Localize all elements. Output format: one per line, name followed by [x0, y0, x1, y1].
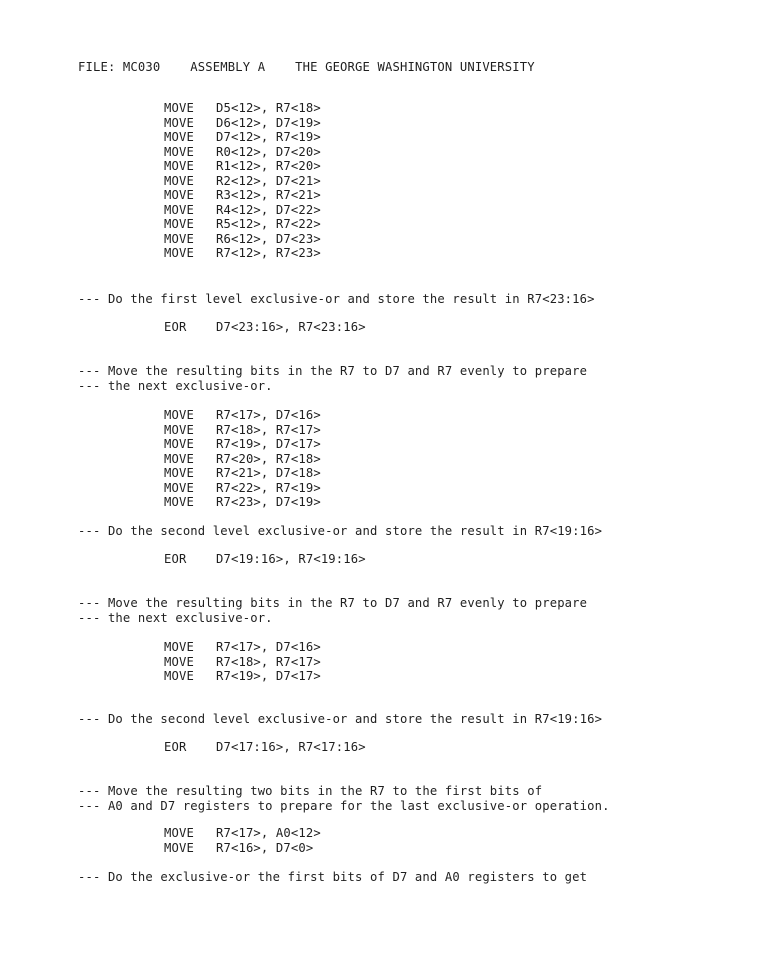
opcode: MOVE	[164, 826, 194, 840]
operands: R0<12>, D7<20>	[216, 144, 321, 159]
file-header: FILE: MC030 ASSEMBLY A THE GEORGE WASHINGTON UNIVERSITY	[78, 60, 535, 74]
opcode: MOVE	[164, 246, 194, 260]
code-line	[164, 159, 321, 173]
code-line	[164, 203, 321, 217]
code-line	[164, 130, 321, 144]
opcode: MOVE	[164, 408, 194, 422]
comment-line: --- Move the resulting two bits in the R7 to the first bits of	[78, 784, 543, 798]
operands: D6<12>, D7<19>	[216, 115, 321, 130]
code-line	[164, 217, 321, 231]
operands: R7<18>, R7<17>	[216, 422, 321, 437]
comment-line: --- Move the resulting bits in the R7 to D7 and R7 evenly to prepare	[78, 596, 588, 610]
operands: R7<21>, D7<18>	[216, 466, 321, 480]
comment-line: --- Do the first level exclusive-or and store the result in R7<23:16>	[78, 292, 595, 306]
opcode: MOVE	[164, 495, 194, 509]
code-line	[164, 552, 366, 566]
operands: R6<12>, D7<23>	[216, 231, 321, 246]
operands: R7<18>, R7<17>	[216, 654, 321, 669]
opcode: MOVE	[164, 202, 194, 217]
opcode: MOVE	[164, 422, 194, 437]
operands: R1<12>, R7<20>	[216, 159, 321, 173]
opcode: MOVE	[164, 173, 194, 188]
code-line	[164, 495, 321, 509]
code-line	[164, 116, 321, 130]
code-line	[164, 669, 321, 683]
code-line	[164, 481, 321, 495]
operands: R7<17>, A0<12>	[216, 826, 321, 840]
opcode: MOVE	[164, 159, 194, 173]
code-line	[164, 320, 366, 334]
comment-line: --- the next exclusive-or.	[78, 610, 273, 625]
code-line	[164, 437, 321, 451]
code-line	[164, 466, 321, 480]
opcode: MOVE	[164, 115, 194, 130]
operands: R7<16>, D7<0>	[216, 840, 314, 855]
opcode: MOVE	[164, 451, 194, 466]
comment-line: --- A0 and D7 registers to prepare for the last exclusive-or operation.	[78, 798, 610, 813]
opcode: MOVE	[164, 840, 194, 855]
opcode: MOVE	[164, 130, 194, 144]
code-line	[164, 408, 321, 422]
operands: R7<19>, D7<17>	[216, 437, 321, 451]
comment-line: --- Do the second level exclusive-or and store the result in R7<19:16>	[78, 524, 603, 538]
opcode: EOR	[164, 552, 187, 566]
opcode: MOVE	[164, 217, 194, 231]
code-line	[164, 826, 321, 840]
code-line	[164, 188, 321, 202]
code-line	[164, 246, 321, 260]
opcode: MOVE	[164, 101, 194, 115]
code-line	[164, 174, 321, 188]
opcode: EOR	[164, 320, 187, 334]
opcode: MOVE	[164, 188, 194, 202]
comment-line: --- Do the exclusive-or the first bits of D7 and A0 registers to get	[78, 870, 588, 884]
opcode: MOVE	[164, 480, 194, 495]
comment-line: --- Move the resulting bits in the R7 to D7 and R7 evenly to prepare	[78, 364, 588, 378]
code-line	[164, 101, 321, 115]
opcode: MOVE	[164, 654, 194, 669]
operands: R3<12>, R7<21>	[216, 188, 321, 202]
operands: D7<23:16>, R7<23:16>	[216, 320, 366, 334]
opcode: MOVE	[164, 231, 194, 246]
operands: R7<22>, R7<19>	[216, 480, 321, 495]
operands: D5<12>, R7<18>	[216, 101, 321, 115]
opcode: EOR	[164, 740, 187, 754]
operands: R7<20>, R7<18>	[216, 451, 321, 466]
code-line	[164, 655, 321, 669]
code-line	[164, 740, 366, 754]
operands: R7<17>, D7<16>	[216, 408, 321, 422]
operands: R7<17>, D7<16>	[216, 640, 321, 654]
operands: R7<19>, D7<17>	[216, 669, 321, 683]
code-line	[164, 423, 321, 437]
comment-line: --- Do the second level exclusive-or and store the result in R7<19:16>	[78, 712, 603, 726]
operands: D7<17:16>, R7<17:16>	[216, 740, 366, 754]
opcode: MOVE	[164, 144, 194, 159]
code-line	[164, 452, 321, 466]
operands: R2<12>, D7<21>	[216, 173, 321, 188]
code-line	[164, 841, 313, 855]
operands: R7<12>, R7<23>	[216, 246, 321, 260]
operands: R4<12>, D7<22>	[216, 202, 321, 217]
code-line	[164, 640, 321, 654]
code-line	[164, 232, 321, 246]
operands: D7<12>, R7<19>	[216, 130, 321, 144]
comment-line: --- the next exclusive-or.	[78, 378, 273, 393]
opcode: MOVE	[164, 640, 194, 654]
operands: R5<12>, R7<22>	[216, 217, 321, 231]
opcode: MOVE	[164, 466, 194, 480]
opcode: MOVE	[164, 669, 194, 683]
code-line	[164, 145, 321, 159]
opcode: MOVE	[164, 437, 194, 451]
operands: D7<19:16>, R7<19:16>	[216, 552, 366, 566]
operands: R7<23>, D7<19>	[216, 495, 321, 509]
